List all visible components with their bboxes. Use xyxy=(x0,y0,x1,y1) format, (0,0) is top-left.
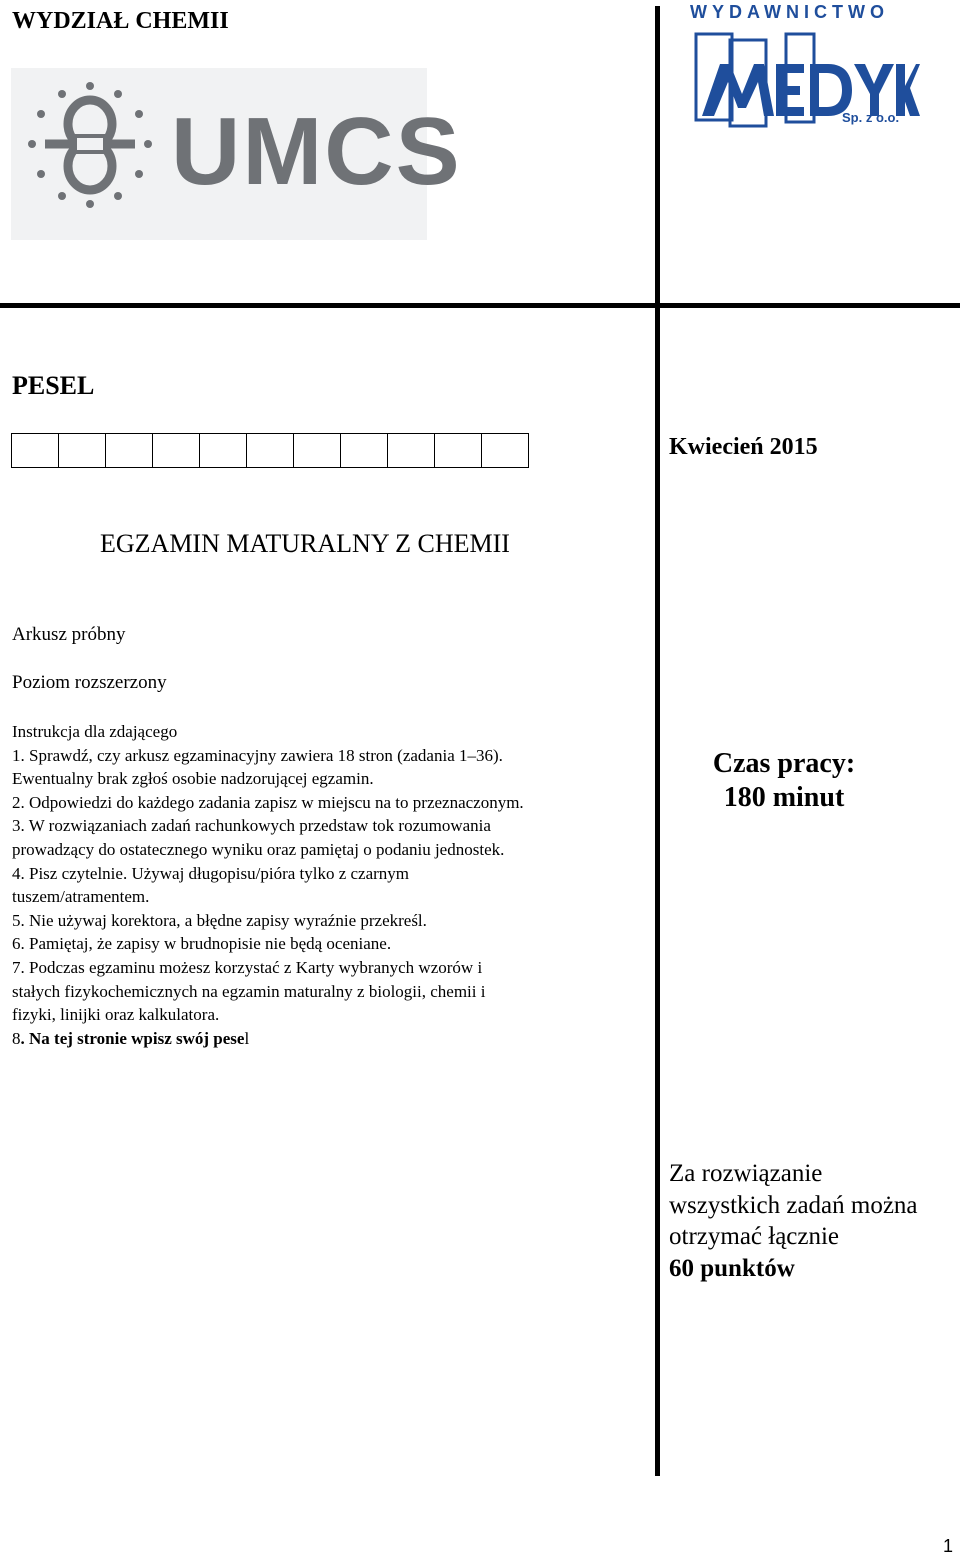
time-box xyxy=(660,747,908,815)
exam-date: Kwiecień 2015 xyxy=(669,434,818,460)
instruction-line: tuszem/atramentem. xyxy=(12,887,150,907)
instruction-line: 2. Odpowiedzi do każdego zadania zapisz w miejscu na to przeznaczonym. xyxy=(12,792,524,812)
vertical-divider xyxy=(655,6,660,1476)
publisher-suffix: Sp. z o.o. xyxy=(842,110,900,125)
instruction-line: fizyki, linijki oraz kalkulatora. xyxy=(12,1005,220,1025)
instruction-last-prefix: 8 xyxy=(12,1028,21,1048)
page-number: 1 xyxy=(943,1536,954,1556)
umcs-wordmark: UMCS xyxy=(171,98,462,205)
time-value: 180 minut xyxy=(723,782,845,813)
pesel-digit-cell[interactable] xyxy=(482,434,528,467)
umcs-logo xyxy=(11,68,462,240)
points-box xyxy=(669,1158,918,1284)
pesel-digit-cell[interactable] xyxy=(341,434,388,467)
exam-level: Poziom rozszerzony xyxy=(12,672,167,693)
points-line: Za rozwiązanie xyxy=(669,1160,823,1187)
instruction-line-last xyxy=(12,1027,652,1051)
instructions-heading: Instrukcja dla zdającego xyxy=(12,722,178,741)
instruction-last-bold: . Na tej stronie wpisz swój pese xyxy=(20,1028,245,1048)
umcs-emblem-icon xyxy=(15,74,165,234)
instruction-line: 6. Pamiętaj, że zapisy w brudnopisie nie będą oceniane. xyxy=(12,934,392,954)
instruction-line: stałych fizykochemicznych na egzamin maturalny z biologii, chemii i xyxy=(12,981,486,1001)
points-line: otrzymać łącznie xyxy=(669,1223,840,1250)
pesel-input-grid[interactable] xyxy=(11,433,529,468)
pesel-digit-cell[interactable] xyxy=(59,434,106,467)
pesel-digit-cell[interactable] xyxy=(106,434,153,467)
faculty-title: WYDZIAŁ CHEMII xyxy=(12,8,229,34)
pesel-digit-cell[interactable] xyxy=(388,434,435,467)
instruction-last-suffix: l xyxy=(244,1028,250,1048)
pesel-digit-cell[interactable] xyxy=(12,434,59,467)
pesel-digit-cell[interactable] xyxy=(435,434,482,467)
instruction-line: 4. Pisz czytelnie. Używaj długopisu/pióra tylko z czarnym xyxy=(12,863,410,883)
points-line: wszystkich zadań można xyxy=(669,1191,918,1219)
instruction-line: 3. W rozwiązaniach zadań rachunkowych przedstaw tok rozumowania xyxy=(12,816,491,836)
sheet-type: Arkusz próbny xyxy=(12,624,126,645)
points-total: 60 punktów xyxy=(669,1254,795,1282)
instruction-line: 7. Podczas egzaminu możesz korzystać z Karty wybranych wzorów i xyxy=(12,957,483,977)
pesel-digit-cell[interactable] xyxy=(153,434,200,467)
instruction-line: prowadzący do ostatecznego wyniku oraz pamiętaj o podaniu jednostek. xyxy=(12,839,505,859)
pesel-digit-cell[interactable] xyxy=(200,434,247,467)
instruction-line: Ewentualny brak zgłoś osobie nadzorującej egzamin. xyxy=(12,769,374,789)
instruction-line: 1. Sprawdź, czy arkusz egzaminacyjny zawiera 18 stron (zadania 1–36). xyxy=(12,745,503,765)
pesel-digit-cell[interactable] xyxy=(247,434,294,467)
pesel-digit-cell[interactable] xyxy=(294,434,341,467)
pesel-label: PESEL xyxy=(12,371,95,400)
exam-title: EGZAMIN MATURALNY Z CHEMII xyxy=(100,529,510,558)
horizontal-divider xyxy=(0,303,960,308)
time-label: Czas pracy: xyxy=(712,748,856,779)
publisher-brand: WYDAWNICTWO xyxy=(690,2,889,22)
instructions xyxy=(12,720,652,1050)
instruction-line: 5. Nie używaj korektora, a błędne zapisy wyraźnie przekreśl. xyxy=(12,910,427,930)
